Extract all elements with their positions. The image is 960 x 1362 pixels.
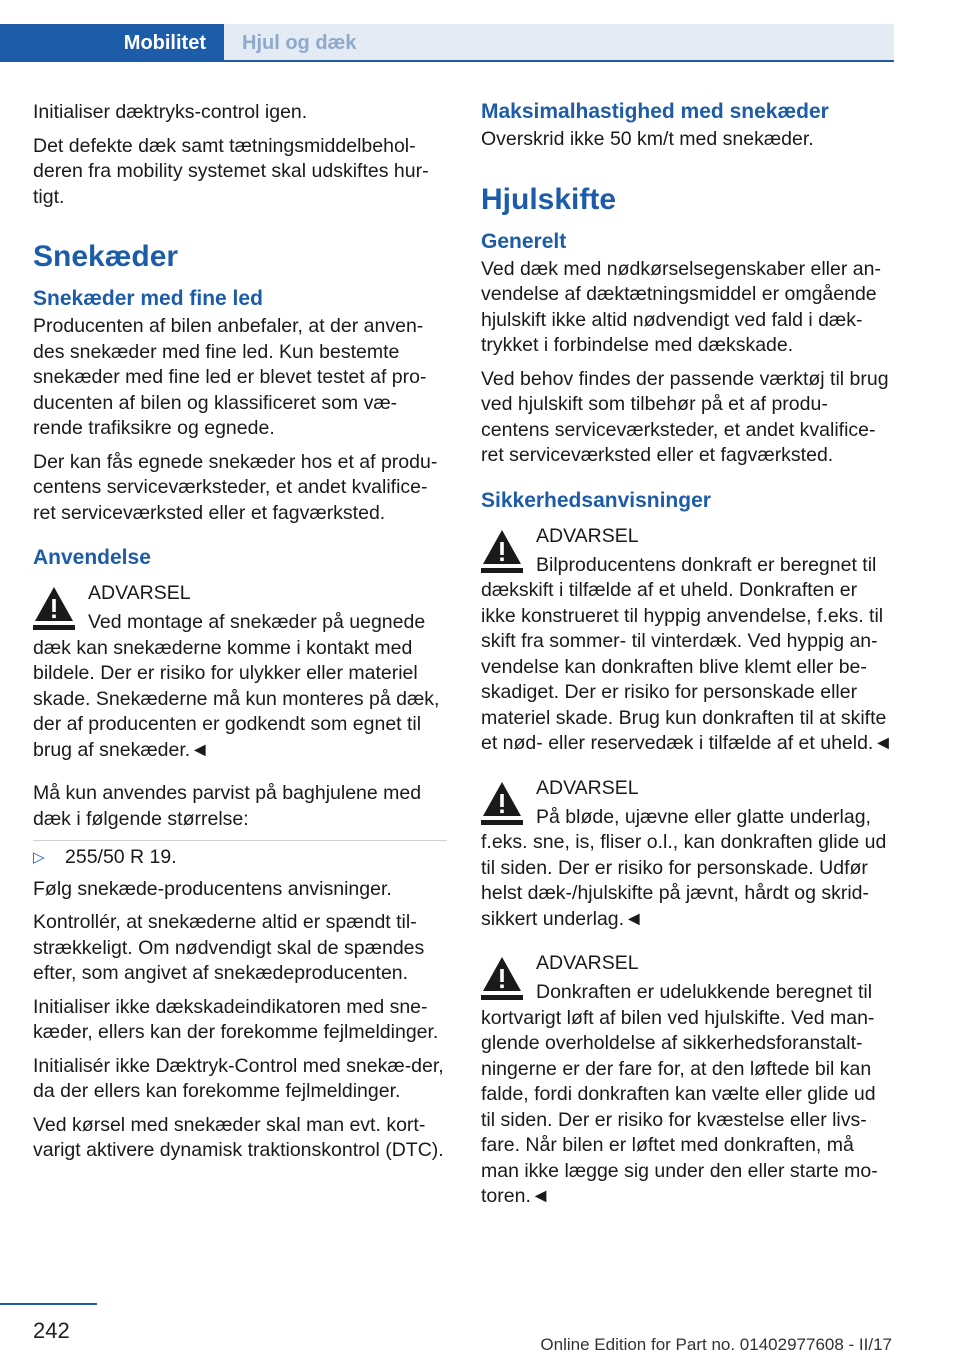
warning-title: ADVARSEL [536, 524, 639, 547]
edition-info: Online Edition for Part no. 01402977608 - II/17 [540, 1335, 892, 1354]
list-item [33, 840, 447, 871]
page-number: 242 [33, 1318, 70, 1343]
paragraph-defect: Det defekte dæk samt tætningsmiddelbehol-deren fra mobility systemet skal udskiftes hur-tigt. [33, 134, 429, 208]
footer-rule [0, 1303, 97, 1305]
heading-general: Generelt [481, 229, 567, 253]
warning-triangle-icon [481, 779, 523, 825]
paragraph-fine-2: Der kan fås egnede snekæder hos et af produ-centens serviceværksteder, et andet kvalifice-ret serviceværksted eller et fagværksted. [33, 450, 438, 524]
heading-fine-link-chains: Snekæder med fine led [33, 287, 263, 310]
section-tab[interactable]: Mobilitet [0, 24, 224, 62]
warning-block [33, 580, 447, 763]
page-header [0, 0, 960, 62]
left-column [33, 100, 447, 1172]
heading-snow-chains: Snekæder [33, 240, 179, 273]
warning-title: ADVARSEL [536, 952, 639, 974]
heading-usage: Anvendelse [33, 546, 151, 569]
paragraph-general-2: Ved behov findes der passende værktøj til brug ved hjulskift som tilbehør på et af produ-centens serviceværksteder, et andet kvalifice-ret serviceværksted eller et fagværksted. [481, 367, 889, 466]
warning-title: ADVARSEL [536, 776, 639, 799]
paragraph-general-1: Ved dæk med nødkørselsegenskaber eller an-vendelse af dæktætningsmiddel er omgående hjulskift ikke altid nødvendigt ved fald i dæk-trykket i forbindelse med dækskade. [481, 257, 881, 356]
paragraph-dtc: Ved kørsel med snekæder skal man evt. kort-varigt aktivere dynamisk traktionskontrol (DTC). [33, 1113, 444, 1161]
warning-text: På bløde, ujævne eller glatte underlag, f.eks. sne, is, fliser o.l., kan donkraften glide ud til siden. Der er risiko for personskade. Udfør helst dæk-/hjulskifte på jævnt, hårdt og skrid-sikkert underlag.◄ [481, 805, 887, 930]
paragraph-no-dtc: Initialisér ikke Dæktryk-Control med snekæ-der, da der ellers kan forekomme fejlmeldinger. [33, 1054, 444, 1102]
warning-title: ADVARSEL [88, 582, 191, 604]
header-rule [0, 60, 894, 62]
warning-triangle-icon [481, 527, 523, 573]
warning-text: Bilproducentens donkraft er beregnet til dækskift i tilfælde af et uheld. Donkraften er ikke konstrueret til hyppig anvendelse, f.eks. til skift fra sommer- til vinterdæk. Ved hyppig an-vendelse kan donkraften blive klemt eller be-skadiget. Der er risiko for personskade eller materiel skade. Brug kun donkraften til at skifte et nød- eller reservedæk i tilfælde af et uheld.◄ [481, 553, 893, 754]
chapter-tab[interactable]: Hjul og dæk [224, 24, 894, 62]
paragraph-initialise: Initialiser dæktryks-control igen. [33, 101, 308, 123]
warning-block [481, 950, 895, 1210]
warning-text: Donkraften er udelukkende beregnet til kortvarigt løft af bilen ved hjulskifte. Ved man-glende overholdelse af sikkerhedsforanstalt-ningerne er der fare for, at den løftede bil kan falde, fordi donkraften kan vælte eller glide ud til siden. Der er risiko for kvæstelse eller livs-fare. Når bilen er løftet med donkraften, må man ikke lægge sig under den eller starte mo-toren.◄ [481, 981, 878, 1207]
warning-text: Ved montage af snekæder på uegnede dæk kan snekæderne komme i kontakt med bildele. Der er risiko for ulykker eller materiel skade. Snekæderne må kun monteres på dæk, der af producenten er godkendt som egnet til brug af snekæder.◄ [33, 611, 440, 761]
warning-block [481, 523, 895, 757]
heading-safety: Sikkerhedsanvisninger [481, 488, 711, 512]
heading-wheel-change: Hjulskifte [481, 182, 617, 216]
paragraph-follow: Følg snekæde-producentens anvisninger. [33, 877, 392, 900]
paragraph-no-init: Initialiser ikke dækskadeindikatoren med sne-kæder, ellers kan der forekomme fejlmeldinger. [33, 995, 439, 1043]
warning-block [481, 775, 895, 933]
tyre-size: 255/50 R 19. [65, 846, 177, 868]
paragraph-speed: Overskrid ikke 50 km/t med snekæder. [481, 128, 814, 150]
right-column [481, 100, 895, 1228]
warning-triangle-icon [33, 584, 75, 630]
heading-max-speed: Maksimalhastighed med snekæder [481, 100, 829, 123]
paragraph-rear-wheels: Må kun anvendes parvist på baghjulene med dæk i følgende størrelse: [33, 782, 422, 830]
bullet-triangle-icon: ▷ [33, 849, 45, 866]
paragraph-check: Kontrollér, at snekæderne altid er spændt til-strækkeligt. Om nødvendigt skal de spændes efter, som angivet af snekædeproducenten. [33, 911, 425, 984]
paragraph-fine-1: Producenten af bilen anbefaler, at der anven-des snekæder med fine led. Kun bestemte snekæder med fine led er blevet testet af pro-ducenten af bilen og klassificeret som væ-rende trafiksikre og egnede. [33, 315, 427, 439]
warning-triangle-icon [481, 954, 523, 1000]
